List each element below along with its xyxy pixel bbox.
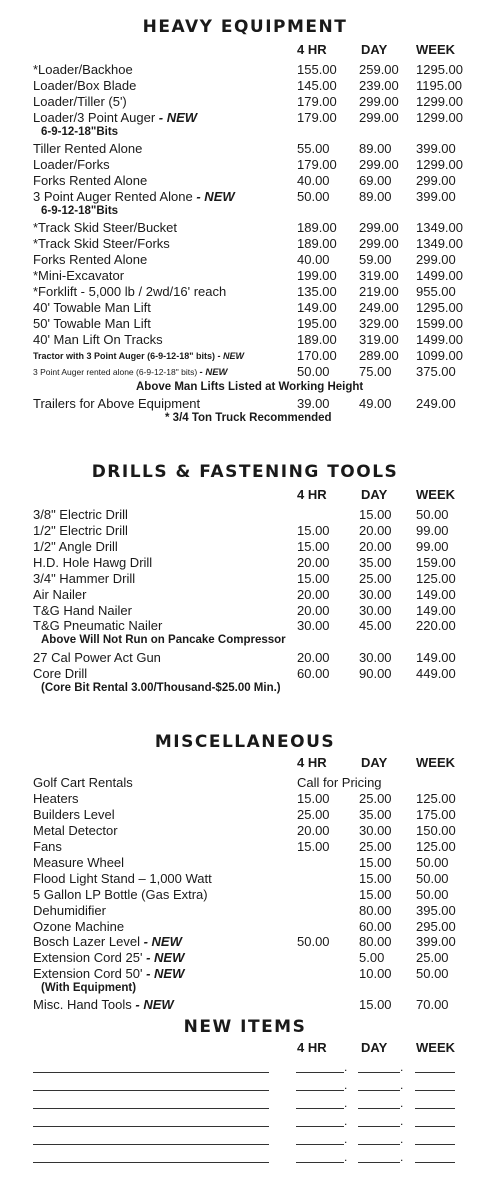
blank-week-line xyxy=(415,1090,455,1091)
price-4hr: 40.00 xyxy=(297,252,330,267)
item-label: Golf Cart Rentals xyxy=(33,775,133,790)
item-label: Builders Level xyxy=(33,807,115,822)
blank-day-line xyxy=(358,1072,400,1073)
price-day: 299.00 xyxy=(359,236,399,251)
man-lifts-note: Above Man Lifts Listed at Working Height xyxy=(136,381,364,393)
price-row xyxy=(33,650,473,666)
price-day: 69.00 xyxy=(359,173,392,188)
price-day: 30.00 xyxy=(359,650,392,665)
price-row xyxy=(33,523,473,539)
item-label: 1/2" Electric Drill xyxy=(33,523,128,538)
item-name: Bosch Lazer Level xyxy=(33,934,140,949)
price-row xyxy=(33,94,473,110)
item-label xyxy=(33,348,244,364)
price-row xyxy=(33,903,473,919)
price-day: 30.00 xyxy=(359,587,392,602)
blank-4hr-line xyxy=(296,1090,344,1091)
price-day: 329.00 xyxy=(359,316,399,331)
price-day: 20.00 xyxy=(359,539,392,554)
col-header-4hr: 4 HR xyxy=(297,42,327,57)
new-tag: - NEW xyxy=(158,110,198,125)
item-label: Air Nailer xyxy=(33,587,87,602)
item-label: *Forklift - 5,000 lb / 2wd/16' reach xyxy=(33,284,227,299)
price-week: 149.00 xyxy=(416,587,456,602)
price-row xyxy=(33,396,473,412)
price-row xyxy=(33,300,473,316)
price-4hr: 20.00 xyxy=(297,587,330,602)
price-day: 10.00 xyxy=(359,966,392,981)
price-row xyxy=(33,603,473,619)
price-day: 25.00 xyxy=(359,571,392,586)
item-label: Ozone Machine xyxy=(33,919,125,934)
price-week: 1299.00 xyxy=(416,157,463,172)
price-week: 150.00 xyxy=(416,823,456,838)
item-label: *Track Skid Steer/Bucket xyxy=(33,220,178,235)
price-week: 1295.00 xyxy=(416,62,463,77)
price-row xyxy=(33,157,473,173)
col-header-4hr: 4 HR xyxy=(297,755,327,770)
new-tag: - NEW xyxy=(199,367,228,378)
col-header-week: WEEK xyxy=(416,42,455,57)
core-bit-note: (Core Bit Rental 3.00/Thousand-$25.00 Min.) xyxy=(41,682,281,694)
item-name: Misc. Hand Tools xyxy=(33,997,132,1012)
price-4hr: 189.00 xyxy=(297,236,337,251)
price-row xyxy=(33,666,473,682)
price-row xyxy=(33,62,473,78)
separator-dot: . xyxy=(344,1132,348,1146)
price-row xyxy=(33,332,473,348)
price-week: 399.00 xyxy=(416,189,456,204)
price-week: 125.00 xyxy=(416,791,456,806)
item-label xyxy=(33,966,184,982)
price-4hr: 20.00 xyxy=(297,650,330,665)
price-day: 319.00 xyxy=(359,268,399,283)
price-week: 125.00 xyxy=(416,571,456,586)
price-4hr: 50.00 xyxy=(297,934,330,949)
price-week: 399.00 xyxy=(416,934,456,949)
item-label xyxy=(33,364,228,381)
price-week: 149.00 xyxy=(416,650,456,665)
item-name: Loader/3 Point Auger xyxy=(33,110,156,125)
item-label: T&G Hand Nailer xyxy=(33,603,132,618)
price-row xyxy=(33,950,473,966)
blank-4hr-line xyxy=(296,1108,344,1109)
auger-bits-note: 6-9-12-18"Bits xyxy=(41,126,119,138)
price-row xyxy=(33,587,473,603)
new-items-title: NEW ITEMS xyxy=(183,1017,307,1037)
price-4hr: 15.00 xyxy=(297,791,330,806)
blank-item-line xyxy=(33,1162,269,1163)
price-week: 449.00 xyxy=(416,666,456,681)
price-week: 50.00 xyxy=(416,507,449,522)
item-label xyxy=(33,110,197,126)
item-name: Tractor with 3 Point Auger (6-9-12-18" bits) xyxy=(33,351,215,361)
price-week: 1349.00 xyxy=(416,220,463,235)
item-label: 5 Gallon LP Bottle (Gas Extra) xyxy=(33,887,208,902)
item-label xyxy=(33,997,174,1013)
price-4hr: 60.00 xyxy=(297,666,330,681)
price-row xyxy=(33,268,473,284)
price-4hr: 145.00 xyxy=(297,78,337,93)
item-label: *Mini-Excavator xyxy=(33,268,125,283)
item-label: H.D. Hole Hawg Drill xyxy=(33,555,153,570)
price-row xyxy=(33,791,473,807)
price-4hr: 15.00 xyxy=(297,839,330,854)
price-week: 399.00 xyxy=(416,141,456,156)
price-4hr: 20.00 xyxy=(297,823,330,838)
price-4hr: 179.00 xyxy=(297,110,337,125)
item-label: Forks Rented Alone xyxy=(33,252,148,267)
blank-item-line xyxy=(33,1126,269,1127)
item-label: 1/2" Angle Drill xyxy=(33,539,118,554)
price-row xyxy=(33,775,473,791)
price-4hr: 189.00 xyxy=(297,332,337,347)
item-label xyxy=(33,934,182,950)
price-day: 5.00 xyxy=(359,950,385,965)
price-day: 239.00 xyxy=(359,78,399,93)
price-4hr: 135.00 xyxy=(297,284,337,299)
price-row xyxy=(33,934,473,950)
separator-dot: . xyxy=(344,1078,348,1092)
new-tag: - NEW xyxy=(217,351,244,361)
price-day: 20.00 xyxy=(359,523,392,538)
blank-week-line xyxy=(415,1108,455,1109)
price-row xyxy=(33,823,473,839)
col-header-4hr: 4 HR xyxy=(297,1040,327,1055)
price-week: 50.00 xyxy=(416,887,449,902)
price-row xyxy=(33,871,473,887)
pancake-note: Above Will Not Run on Pancake Compressor xyxy=(41,634,286,646)
separator-dot: . xyxy=(400,1096,404,1110)
item-label: *Loader/Backhoe xyxy=(33,62,133,77)
price-week: 295.00 xyxy=(416,919,456,934)
price-day: 89.00 xyxy=(359,189,392,204)
price-4hr: 50.00 xyxy=(297,364,330,379)
drills-title: DRILLS & FASTENING TOOLS xyxy=(91,462,399,482)
item-label: Core Drill xyxy=(33,666,88,681)
price-week: 1599.00 xyxy=(416,316,463,331)
price-day: 80.00 xyxy=(359,903,392,918)
price-day: 45.00 xyxy=(359,618,392,633)
col-header-day: DAY xyxy=(361,755,388,770)
item-name: Extension Cord 50' xyxy=(33,966,143,981)
price-row xyxy=(33,173,473,189)
price-week: 149.00 xyxy=(416,603,456,618)
price-day: 30.00 xyxy=(359,603,392,618)
price-4hr: 20.00 xyxy=(297,603,330,618)
price-day: 319.00 xyxy=(359,332,399,347)
price-week: 1099.00 xyxy=(416,348,463,363)
new-tag: - NEW xyxy=(146,966,185,981)
price-week: 50.00 xyxy=(416,855,449,870)
price-day: 89.00 xyxy=(359,141,392,156)
price-4hr: 170.00 xyxy=(297,348,337,363)
col-header-week: WEEK xyxy=(416,1040,455,1055)
price-week: 1299.00 xyxy=(416,110,463,125)
truck-note: * 3/4 Ton Truck Recommended xyxy=(165,412,332,424)
blank-item-line xyxy=(33,1108,269,1109)
separator-dot: . xyxy=(400,1132,404,1146)
price-4hr: 30.00 xyxy=(297,618,330,633)
price-day: 75.00 xyxy=(359,364,392,379)
item-label: 40' Towable Man Lift xyxy=(33,300,151,315)
price-row xyxy=(33,348,473,364)
item-label: Metal Detector xyxy=(33,823,118,838)
item-label xyxy=(33,189,235,205)
col-header-day: DAY xyxy=(361,487,388,502)
price-day: 15.00 xyxy=(359,507,392,522)
new-tag: - NEW xyxy=(196,189,235,204)
separator-dot: . xyxy=(400,1114,404,1128)
heavy-equipment-title: HEAVY EQUIPMENT xyxy=(142,17,348,37)
separator-dot: . xyxy=(400,1060,404,1074)
price-day: 25.00 xyxy=(359,839,392,854)
price-week: 70.00 xyxy=(416,997,449,1012)
item-label: Fans xyxy=(33,839,62,854)
price-week: 955.00 xyxy=(416,284,456,299)
price-day: 35.00 xyxy=(359,555,392,570)
price-4hr: 25.00 xyxy=(297,807,330,822)
price-week: 50.00 xyxy=(416,966,449,981)
blank-week-line xyxy=(415,1126,455,1127)
price-4hr: 40.00 xyxy=(297,173,330,188)
price-row xyxy=(33,236,473,252)
item-label: 3/4" Hammer Drill xyxy=(33,571,136,586)
item-label: Loader/Box Blade xyxy=(33,78,137,93)
price-4hr: 15.00 xyxy=(297,571,330,586)
price-4hr: 39.00 xyxy=(297,396,330,411)
price-week: 25.00 xyxy=(416,950,449,965)
item-label: Forks Rented Alone xyxy=(33,173,148,188)
price-week: 395.00 xyxy=(416,903,456,918)
price-row xyxy=(33,839,473,855)
separator-dot: . xyxy=(400,1150,404,1164)
item-name: Extension Cord 25' xyxy=(33,950,143,965)
price-4hr: 179.00 xyxy=(297,157,337,172)
price-week: 125.00 xyxy=(416,839,456,854)
price-day: 59.00 xyxy=(359,252,392,267)
item-label: Tiller Rented Alone xyxy=(33,141,143,156)
blank-4hr-line xyxy=(296,1126,344,1127)
price-row xyxy=(33,539,473,555)
with-equipment-note: (With Equipment) xyxy=(41,982,137,994)
price-day: 80.00 xyxy=(359,934,392,949)
item-label: Loader/Tiller (5') xyxy=(33,94,127,109)
item-label: Loader/Forks xyxy=(33,157,110,172)
separator-dot: . xyxy=(400,1078,404,1092)
price-day: 219.00 xyxy=(359,284,399,299)
price-row xyxy=(33,364,473,380)
price-day: 299.00 xyxy=(359,94,399,109)
price-day: 299.00 xyxy=(359,157,399,172)
item-label: Dehumidifier xyxy=(33,903,106,918)
price-day: 15.00 xyxy=(359,997,392,1012)
price-4hr: 179.00 xyxy=(297,94,337,109)
price-row xyxy=(33,110,473,126)
price-day: 90.00 xyxy=(359,666,392,681)
price-day: 299.00 xyxy=(359,220,399,235)
item-label: 50' Towable Man Lift xyxy=(33,316,151,331)
price-week: 99.00 xyxy=(416,539,449,554)
price-row xyxy=(33,618,473,634)
item-label: Trailers for Above Equipment xyxy=(33,396,201,411)
price-4hr: 15.00 xyxy=(297,539,330,554)
price-row xyxy=(33,507,473,523)
price-row xyxy=(33,807,473,823)
price-row xyxy=(33,141,473,157)
auger-bits-note: 6-9-12-18"Bits xyxy=(41,205,119,217)
price-4hr: 199.00 xyxy=(297,268,337,283)
item-label: Measure Wheel xyxy=(33,855,125,870)
blank-4hr-line xyxy=(296,1162,344,1163)
col-header-week: WEEK xyxy=(416,487,455,502)
price-day: 30.00 xyxy=(359,823,392,838)
price-day: 15.00 xyxy=(359,887,392,902)
blank-day-line xyxy=(358,1126,400,1127)
item-label: 27 Cal Power Act Gun xyxy=(33,650,161,665)
price-4hr: 20.00 xyxy=(297,555,330,570)
new-tag: - NEW xyxy=(146,950,185,965)
price-day: 35.00 xyxy=(359,807,392,822)
price-4hr: 155.00 xyxy=(297,62,337,77)
blank-item-line xyxy=(33,1144,269,1145)
item-label xyxy=(33,950,184,966)
blank-item-line xyxy=(33,1090,269,1091)
price-week: 299.00 xyxy=(416,173,456,188)
blank-day-line xyxy=(358,1144,400,1145)
price-week: 175.00 xyxy=(416,807,456,822)
item-label: 40' Man Lift On Tracks xyxy=(33,332,163,347)
blank-4hr-line xyxy=(296,1144,344,1145)
price-week: 1295.00 xyxy=(416,300,463,315)
price-day: 289.00 xyxy=(359,348,399,363)
price-week: 159.00 xyxy=(416,555,456,570)
price-4hr: 55.00 xyxy=(297,141,330,156)
blank-week-line xyxy=(415,1072,455,1073)
blank-item-line xyxy=(33,1072,269,1073)
price-week: 1349.00 xyxy=(416,236,463,251)
price-row xyxy=(33,189,473,205)
call-for-pricing: Call for Pricing xyxy=(297,775,382,790)
price-row xyxy=(33,919,473,935)
price-week: 1195.00 xyxy=(416,78,463,93)
col-header-day: DAY xyxy=(361,1040,388,1055)
separator-dot: . xyxy=(344,1114,348,1128)
price-row xyxy=(33,855,473,871)
price-4hr: 149.00 xyxy=(297,300,337,315)
price-week: 1499.00 xyxy=(416,268,463,283)
item-label: T&G Pneumatic Nailer xyxy=(33,618,163,633)
price-4hr: 50.00 xyxy=(297,189,330,204)
price-day: 25.00 xyxy=(359,791,392,806)
price-row xyxy=(33,220,473,236)
price-row xyxy=(33,966,473,982)
blank-day-line xyxy=(358,1090,400,1091)
col-header-day: DAY xyxy=(361,42,388,57)
price-4hr: 15.00 xyxy=(297,523,330,538)
price-row xyxy=(33,887,473,903)
new-tag: - NEW xyxy=(143,934,182,949)
price-week: 299.00 xyxy=(416,252,456,267)
price-day: 60.00 xyxy=(359,919,392,934)
price-row xyxy=(33,571,473,587)
price-week: 249.00 xyxy=(416,396,456,411)
blank-day-line xyxy=(358,1162,400,1163)
price-day: 49.00 xyxy=(359,396,392,411)
price-row xyxy=(33,316,473,332)
new-tag: - NEW xyxy=(135,997,174,1012)
item-label: 3/8" Electric Drill xyxy=(33,507,128,522)
price-week: 99.00 xyxy=(416,523,449,538)
price-day: 259.00 xyxy=(359,62,399,77)
blank-day-line xyxy=(358,1108,400,1109)
price-day: 15.00 xyxy=(359,855,392,870)
price-4hr: 195.00 xyxy=(297,316,337,331)
item-name: 3 Point Auger Rented Alone xyxy=(33,189,193,204)
price-row xyxy=(33,252,473,268)
blank-4hr-line xyxy=(296,1072,344,1073)
price-week: 1299.00 xyxy=(416,94,463,109)
item-label: Flood Light Stand – 1,000 Watt xyxy=(33,871,212,886)
item-name: 3 Point Auger rented alone (6-9-12-18" bits) xyxy=(33,367,198,377)
separator-dot: . xyxy=(344,1150,348,1164)
price-4hr: 189.00 xyxy=(297,220,337,235)
item-label: *Track Skid Steer/Forks xyxy=(33,236,170,251)
col-header-4hr: 4 HR xyxy=(297,487,327,502)
separator-dot: . xyxy=(344,1096,348,1110)
price-week: 1499.00 xyxy=(416,332,463,347)
price-day: 15.00 xyxy=(359,871,392,886)
price-week: 220.00 xyxy=(416,618,456,633)
item-label: Heaters xyxy=(33,791,79,806)
price-row xyxy=(33,555,473,571)
misc-title: MISCELLANEOUS xyxy=(154,732,336,752)
price-day: 299.00 xyxy=(359,110,399,125)
col-header-week: WEEK xyxy=(416,755,455,770)
price-row xyxy=(33,78,473,94)
separator-dot: . xyxy=(344,1060,348,1074)
price-day: 249.00 xyxy=(359,300,399,315)
price-row xyxy=(33,997,473,1013)
price-week: 50.00 xyxy=(416,871,449,886)
price-row xyxy=(33,284,473,300)
blank-week-line xyxy=(415,1162,455,1163)
price-week: 375.00 xyxy=(416,364,456,379)
blank-week-line xyxy=(415,1144,455,1145)
